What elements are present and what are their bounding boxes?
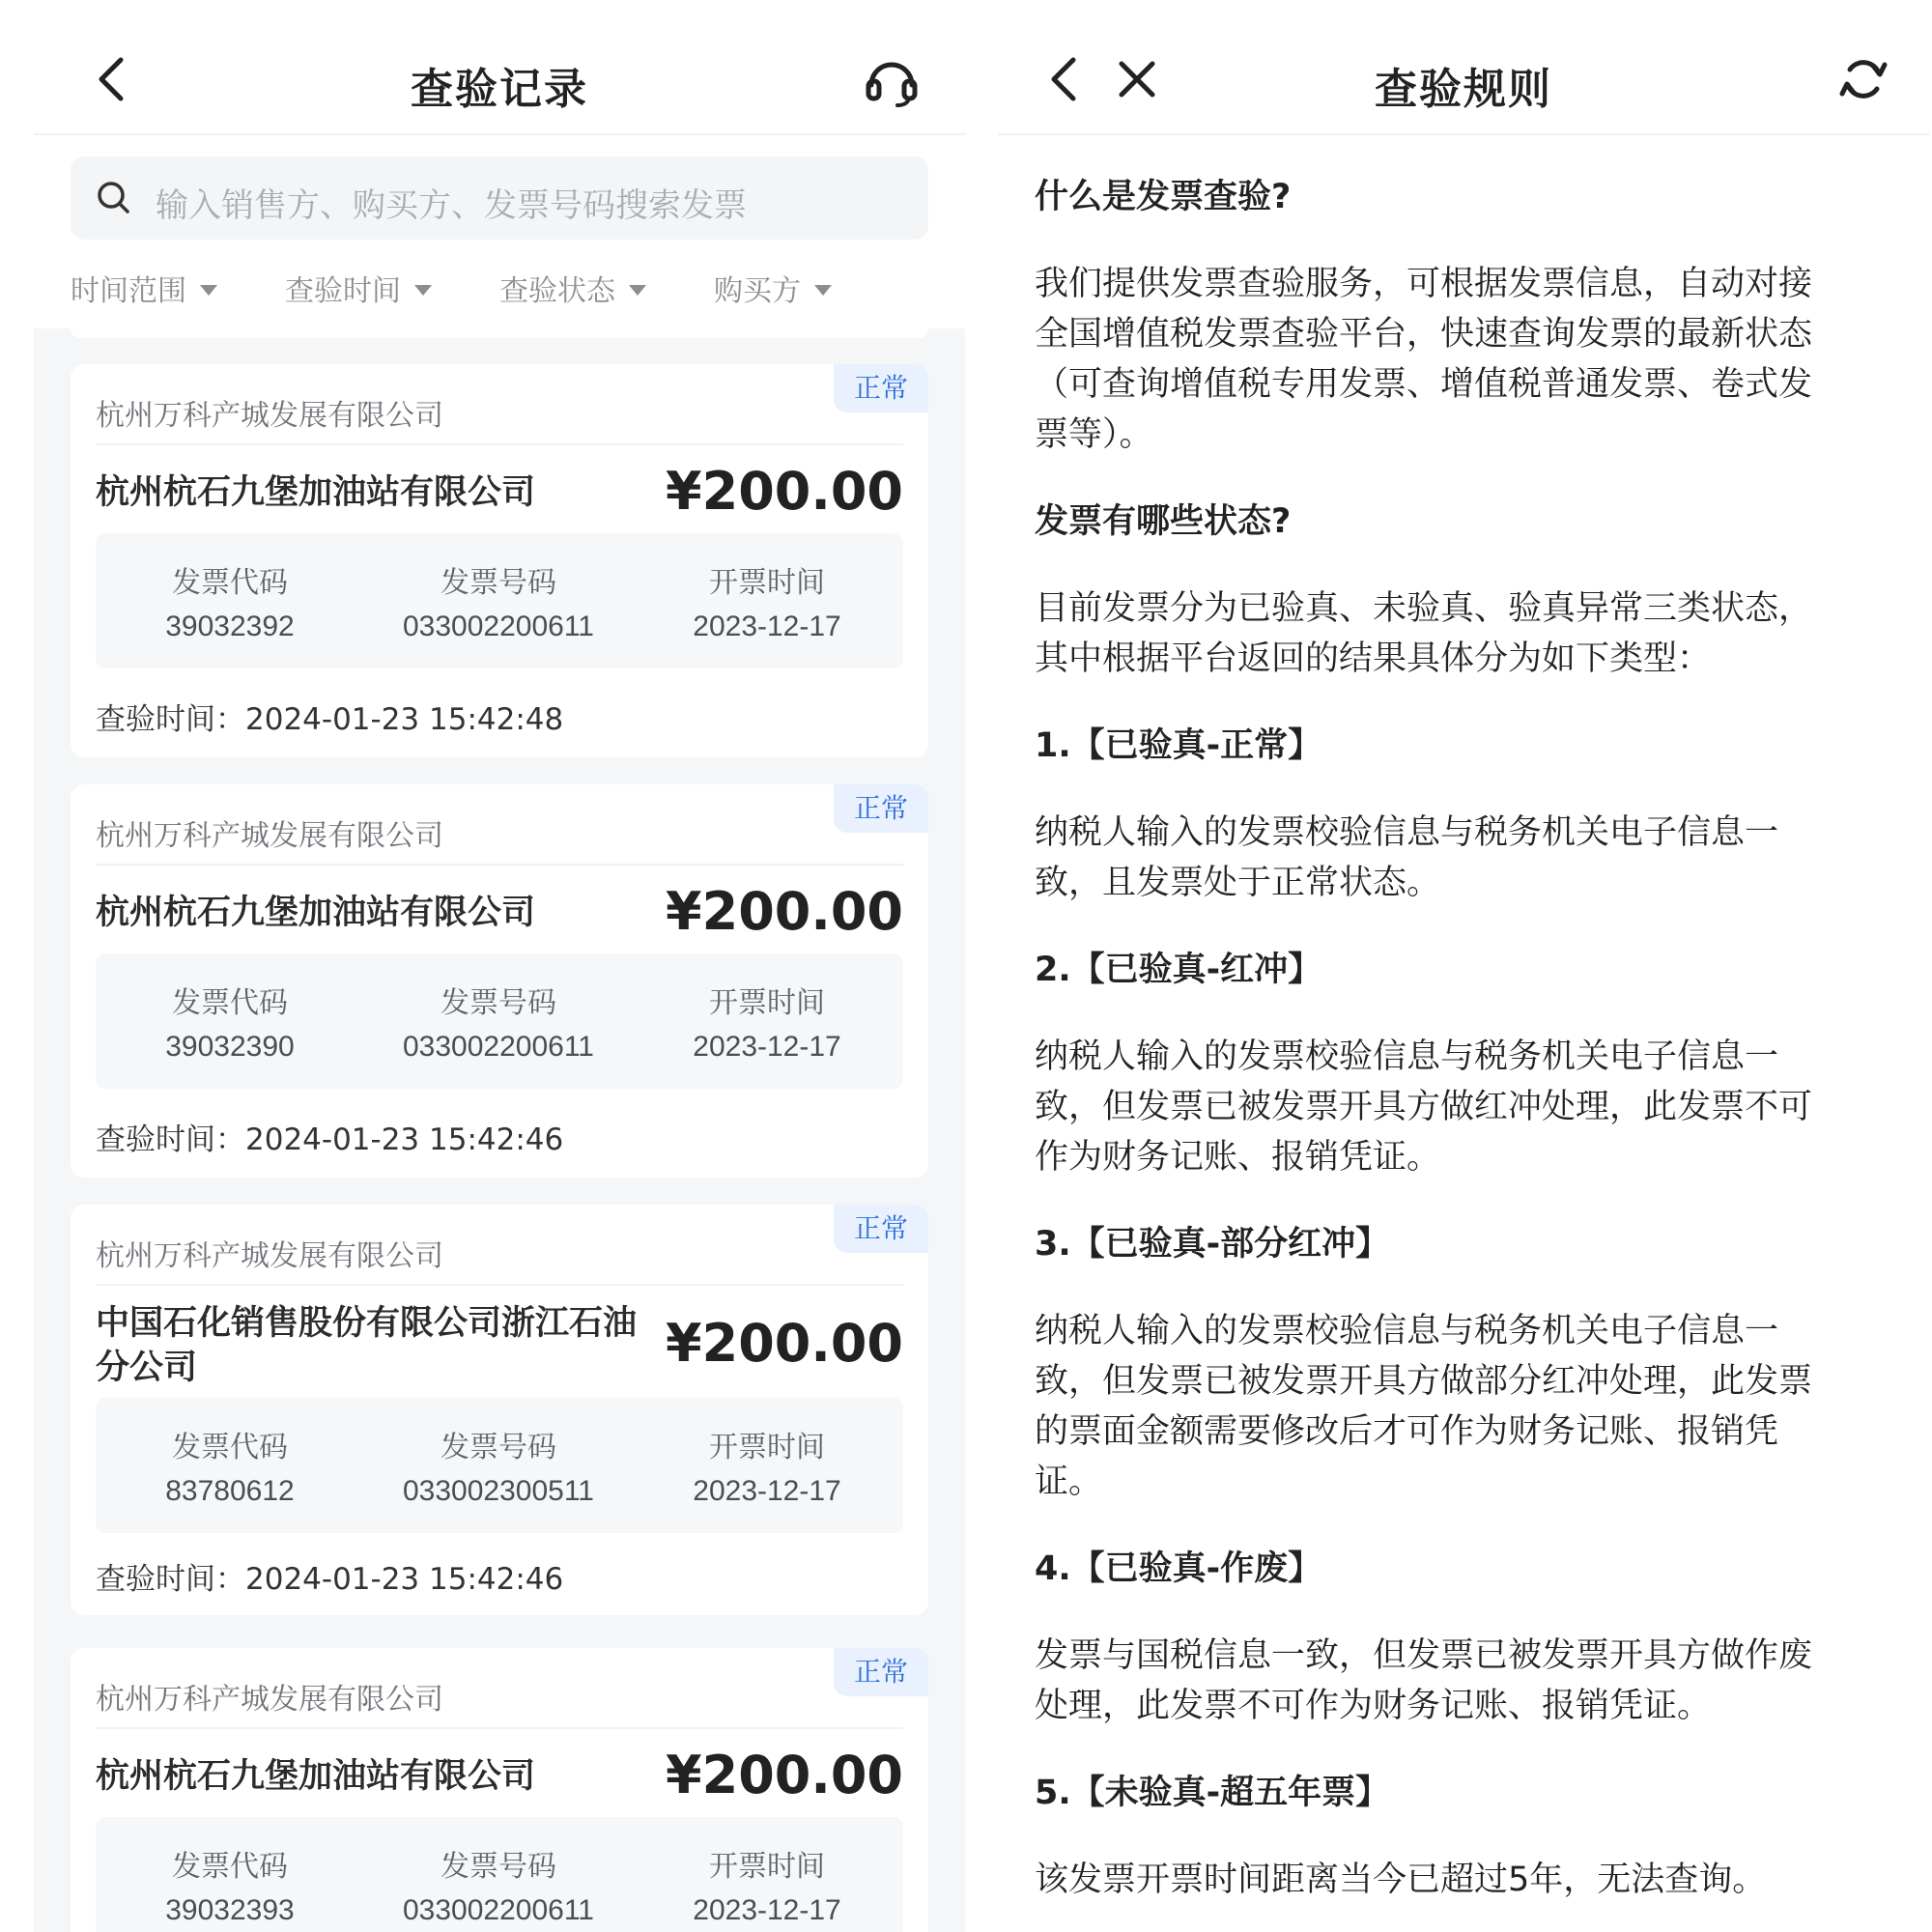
filter-label: 查验状态 <box>499 274 615 308</box>
paragraph-line: 纳税人输入的发票校验信息与税务机关电子信息一 <box>1035 1312 1779 1350</box>
status-heading: 4.【已验真-作废】 <box>1035 1549 1322 1588</box>
invoice-info-box <box>96 953 903 1089</box>
seller-name: 杭州杭石九堡加油站有限公司 <box>96 473 536 512</box>
divider <box>96 443 903 445</box>
paragraph-line: 致，但发票已被发票开具方做部分红冲处理，此发票 <box>1035 1362 1813 1401</box>
status-badge: 正常 <box>834 364 928 412</box>
filter-check-time[interactable] <box>285 267 432 309</box>
invoice-date-label: 开票时间 <box>709 1431 825 1464</box>
seller-name: 杭州杭石九堡加油站有限公司 <box>96 1757 536 1796</box>
invoice-number-value: 033002300511 <box>403 1475 594 1507</box>
seller-name: 杭州杭石九堡加油站有限公司 <box>96 894 536 932</box>
filter-label: 购买方 <box>714 274 801 308</box>
invoice-info-box <box>96 533 903 668</box>
invoice-date-value: 2023-12-17 <box>693 1475 841 1507</box>
caret-down-icon <box>414 285 432 296</box>
invoice-date-value: 2023-12-17 <box>693 1031 841 1063</box>
buyer-name: 杭州万科产城发展有限公司 <box>96 1683 443 1717</box>
paragraph-line: 证。 <box>1035 1463 1103 1501</box>
seller-name: 中国石化销售股份有限公司浙江石油分公司 <box>96 1304 638 1387</box>
invoice-date-label: 开票时间 <box>709 1850 825 1884</box>
page-title: 查验规则 <box>1375 65 1552 114</box>
invoice-code-label: 发票代码 <box>172 986 288 1020</box>
filter-buyer[interactable] <box>714 267 832 309</box>
paragraph-line: 发票与国税信息一致，但发票已被发票开具方做作废 <box>1035 1636 1813 1675</box>
question-heading: 什么是发票查验? <box>1035 178 1292 216</box>
search-placeholder: 输入销售方、购买方、发票号码搜索发票 <box>156 186 747 225</box>
invoice-code-value: 83780612 <box>165 1475 295 1507</box>
invoice-number-value: 033002200611 <box>403 1031 594 1063</box>
invoice-amount: ¥200.00 <box>666 1745 903 1805</box>
buyer-name: 杭州万科产城发展有限公司 <box>96 1239 443 1273</box>
invoice-code-label: 发票代码 <box>172 1431 288 1464</box>
invoice-info-box <box>96 1817 903 1932</box>
paragraph-line: 致，且发票处于正常状态。 <box>1035 864 1441 902</box>
caret-down-icon <box>629 285 646 296</box>
invoice-number-value: 033002200611 <box>403 611 594 642</box>
filter-bar <box>71 267 928 315</box>
paragraph-line: 的票面金额需要修改后才可作为财务记账、报销凭 <box>1035 1412 1779 1451</box>
search-and-filter-area <box>34 135 965 328</box>
previous-card-edge <box>71 328 928 338</box>
check-time: 查验时间：2024-01-23 15:42:48 <box>96 702 564 737</box>
invoice-number-label: 发票号码 <box>440 566 556 600</box>
invoice-code-value: 39032392 <box>165 611 295 642</box>
paragraph-line: 该发票开票时间距离当今已超过5年，无法查询。 <box>1035 1861 1767 1899</box>
invoice-info-box <box>96 1398 903 1533</box>
paragraph-line: 纳税人输入的发票校验信息与税务机关电子信息一 <box>1035 1037 1779 1076</box>
caret-down-icon <box>200 285 217 296</box>
status-heading: 2.【已验真-红冲】 <box>1035 951 1322 989</box>
buyer-name: 杭州万科产城发展有限公司 <box>96 399 443 433</box>
invoice-date-value: 2023-12-17 <box>693 611 841 642</box>
filter-check-status[interactable] <box>499 267 646 309</box>
filter-label: 查验时间 <box>285 274 401 308</box>
divider <box>96 864 903 866</box>
check-time: 查验时间：2024-01-23 15:42:46 <box>96 1122 564 1157</box>
status-heading: 5.【未验真-超五年票】 <box>1035 1774 1390 1812</box>
invoice-number-label: 发票号码 <box>440 1431 556 1464</box>
paragraph-line: 作为财务记账、报销凭证。 <box>1035 1138 1441 1177</box>
status-heading: 3.【已验真-部分红冲】 <box>1035 1225 1390 1264</box>
invoice-amount: ¥200.00 <box>666 881 903 942</box>
nav-bar <box>998 0 1929 135</box>
filter-label: 时间范围 <box>71 274 186 308</box>
invoice-code-label: 发票代码 <box>172 566 288 600</box>
nav-bar <box>34 0 965 135</box>
check-time: 查验时间：2024-01-23 15:42:46 <box>96 1562 564 1597</box>
invoice-date-value: 2023-12-17 <box>693 1894 841 1926</box>
invoice-code-label: 发票代码 <box>172 1850 288 1884</box>
check-records-screen <box>34 0 965 1932</box>
record-card[interactable] <box>71 784 928 1178</box>
invoice-number-value: 033002200611 <box>403 1894 594 1926</box>
invoice-date-label: 开票时间 <box>709 566 825 600</box>
page-title: 查验记录 <box>411 65 588 114</box>
caret-down-icon <box>814 285 832 296</box>
divider <box>96 1727 903 1729</box>
paragraph-line: 我们提供发票查验服务，可根据发票信息，自动对接 <box>1035 265 1813 303</box>
paragraph-line: （可查询增值税专用发票、增值税普通发票、卷式发 <box>1035 365 1813 404</box>
status-heading: 1.【已验真-正常】 <box>1035 726 1322 765</box>
paragraph-line: 致，但发票已被发票开具方做红冲处理，此发票不可 <box>1035 1088 1813 1126</box>
filter-time-range[interactable] <box>71 267 217 309</box>
record-card[interactable] <box>71 364 928 757</box>
check-rules-screen <box>998 0 1929 1932</box>
status-badge: 正常 <box>834 784 928 833</box>
paragraph-line: 处理，此发票不可作为财务记账、报销凭证。 <box>1035 1687 1712 1725</box>
invoice-code-value: 39032390 <box>165 1031 295 1063</box>
invoice-amount: ¥200.00 <box>666 1313 903 1374</box>
paragraph-line: 全国增值税发票查验平台，快速查询发票的最新状态 <box>1035 315 1813 354</box>
record-card[interactable] <box>71 1648 928 1932</box>
question-heading: 发票有哪些状态? <box>1035 502 1292 541</box>
buyer-name: 杭州万科产城发展有限公司 <box>96 819 443 853</box>
paragraph-line: 目前发票分为已验真、未验真、验真异常三类状态， <box>1035 589 1813 628</box>
search-input[interactable] <box>71 156 928 240</box>
headset-icon[interactable] <box>863 50 921 108</box>
search-icon <box>94 178 134 218</box>
invoice-date-label: 开票时间 <box>709 986 825 1020</box>
paragraph-line: 票等）。 <box>1035 415 1153 454</box>
divider <box>96 1284 903 1286</box>
paragraph-line: 其中根据平台返回的结果具体分为如下类型： <box>1035 639 1712 678</box>
paragraph-line: 纳税人输入的发票校验信息与税务机关电子信息一 <box>1035 813 1779 852</box>
refresh-icon[interactable] <box>1834 50 1892 108</box>
invoice-code-value: 39032393 <box>165 1894 295 1926</box>
invoice-number-label: 发票号码 <box>440 986 556 1020</box>
invoice-number-label: 发票号码 <box>440 1850 556 1884</box>
status-badge: 正常 <box>834 1648 928 1696</box>
invoice-amount: ¥200.00 <box>666 461 903 522</box>
record-card[interactable] <box>71 1205 928 1615</box>
status-badge: 正常 <box>834 1205 928 1253</box>
